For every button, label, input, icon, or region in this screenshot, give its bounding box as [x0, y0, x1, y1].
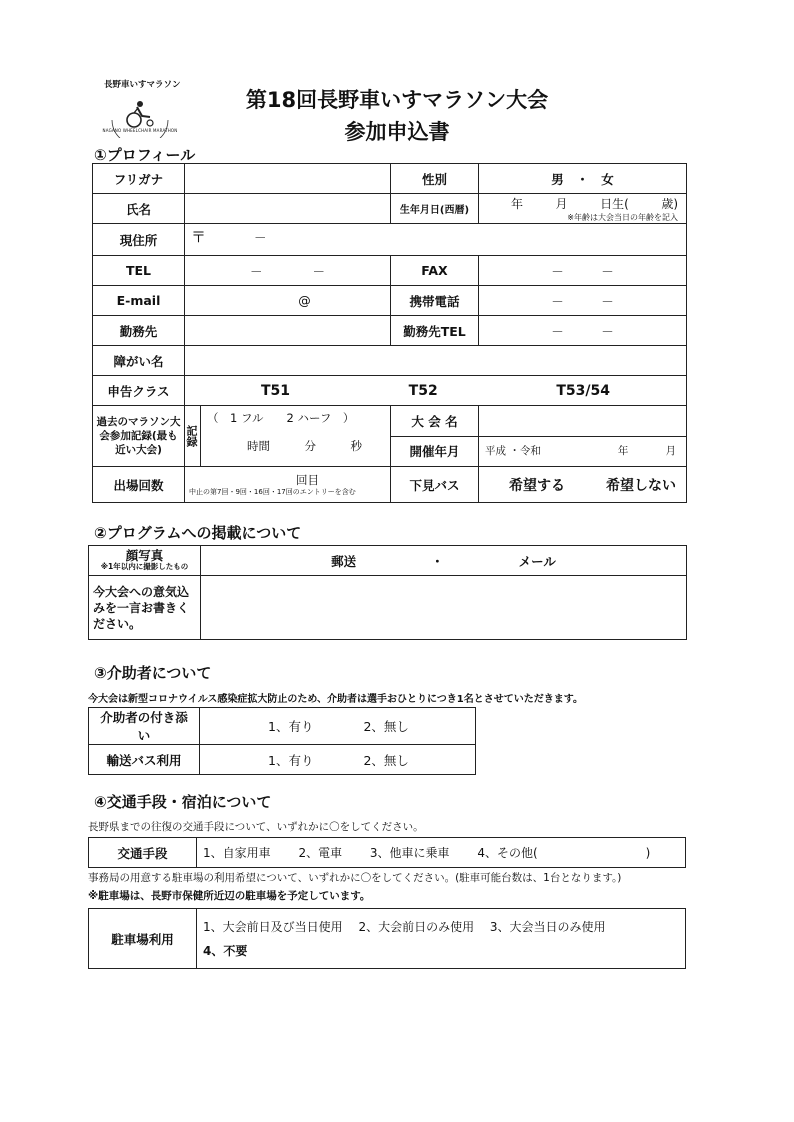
event-labels [391, 406, 479, 467]
photo-label: 顔写真 [125, 548, 164, 563]
email-field[interactable]: @ [185, 286, 391, 316]
event-era[interactable]: 平成 ・令和 [485, 444, 541, 457]
assistant-options[interactable]: 1、有り 2、無し [200, 708, 476, 745]
email-label: E-mail [93, 286, 185, 316]
birth-year: 年 [511, 196, 524, 211]
work-field[interactable] [185, 316, 391, 346]
record-label: 記録 [185, 406, 201, 466]
preview-want[interactable]: 希望する [509, 477, 565, 494]
address-field[interactable] [185, 224, 687, 256]
past-record-field[interactable] [185, 406, 391, 467]
mobile-field[interactable]: － － [479, 286, 687, 316]
event-year: 年 [617, 444, 629, 457]
transport-options[interactable]: 1、自家用車 2、電車 3、他車に乗車 4、その他( ) [197, 838, 686, 868]
class-t52[interactable]: T52 [408, 382, 438, 399]
event-name-field[interactable] [479, 407, 686, 437]
page-title: 第18回長野車いすマラソン大会 [245, 88, 549, 112]
section2-heading: ②プログラムへの掲載について [94, 524, 302, 542]
work-tel-label: 勤務先TEL [391, 316, 479, 346]
birth-day: 日生( [600, 196, 629, 211]
parking-table [88, 908, 686, 969]
transport-label: 交通手段 [89, 838, 197, 868]
logo-text: 長野車いすマラソン [104, 80, 181, 90]
birth-field[interactable] [479, 194, 687, 224]
address-label: 現住所 [93, 224, 185, 256]
postal-mark: 〒 [191, 228, 207, 246]
record-time[interactable]: 時間 分 秒 [247, 439, 362, 453]
photo-note: ※1年以内に撮影したもの [100, 562, 189, 571]
section4-note2: 事務局の用意する駐車場の利用希望について、いずれかに〇をしてください。(駐車可能台数は、1台となります。) [88, 872, 622, 884]
page-subtitle: 参加申込書 [344, 120, 450, 144]
bus-label: 輸送バス利用 [89, 745, 200, 775]
class-t51[interactable]: T51 [261, 382, 291, 399]
birth-note: ※年齢は大会当日の年齢を記入 [567, 212, 678, 222]
disability-label: 障がい名 [93, 346, 185, 376]
assistant-label: 介助者の付き添い [89, 708, 200, 745]
furigana-label: フリガナ [93, 164, 185, 194]
sex-options[interactable]: 男 ・ 女 [479, 164, 687, 194]
logo-ring-text: NAGANO WHEELCHAIR MARATHON [102, 128, 178, 133]
sex-label: 性別 [391, 164, 479, 194]
section3-heading: ③介助者について [94, 664, 212, 682]
appearances-field[interactable] [185, 467, 391, 503]
bus-options[interactable]: 1、有り 2、無し [200, 745, 476, 775]
birth-month: 月 [555, 196, 568, 211]
photo-label-cell [89, 546, 201, 576]
work-tel-field[interactable]: － － [479, 316, 687, 346]
tel-label: TEL [93, 256, 185, 286]
section3-note: 今大会は新型コロナウイルス感染症拡大防止のため、介助者は選手おひとりにつき1名とさせていただきます。 [88, 694, 583, 705]
photo-methods[interactable]: 郵送 ・ メール [201, 546, 687, 576]
fax-field[interactable]: － － [479, 256, 687, 286]
name-label: 氏名 [93, 194, 185, 224]
tel-field[interactable]: － － [185, 256, 391, 286]
parking-line2[interactable]: 4、不要 [203, 944, 248, 958]
birth-label: 生年月日(西暦) [391, 194, 479, 224]
section1-heading: ①プロフィール [94, 146, 196, 164]
event-date-label: 開催年月 [409, 443, 460, 459]
event-month: 月 [665, 444, 676, 457]
name-field[interactable] [185, 194, 391, 224]
appearances-unit: 回目 [296, 473, 319, 487]
preview-bus-options[interactable] [479, 467, 687, 503]
disability-field[interactable] [185, 346, 687, 376]
fax-label: FAX [391, 256, 479, 286]
birth-age: 歳) [661, 196, 678, 211]
past-record-label: 過去のマラソン大会参加記録(最も近い大会) [93, 406, 185, 467]
class-options[interactable] [185, 376, 687, 406]
parking-line1[interactable]: 1、大会前日及び当日使用 2、大会前日のみ使用 3、大会当日のみ使用 [203, 920, 606, 934]
assistant-table [88, 707, 476, 775]
comment-label: 今大会への意気込みを一言お書きください。 [89, 576, 201, 640]
profile-table [92, 163, 687, 503]
appearances-label: 出場回数 [93, 467, 185, 503]
class-t53-54[interactable]: T53/54 [556, 382, 610, 399]
parking-options[interactable] [197, 909, 686, 969]
postal-dash: － [254, 230, 267, 245]
parking-label: 駐車場利用 [89, 909, 197, 969]
event-name-label: 大 会 名 [391, 407, 478, 437]
preview-bus-label: 下見バス [391, 467, 479, 503]
comment-field[interactable] [201, 576, 687, 640]
mobile-label: 携帯電話 [391, 286, 479, 316]
program-table [88, 545, 687, 640]
work-label: 勤務先 [93, 316, 185, 346]
preview-not-want[interactable]: 希望しない [606, 477, 676, 494]
furigana-field[interactable] [185, 164, 391, 194]
event-fields[interactable] [479, 406, 687, 467]
record-options[interactable]: （ 1 フル 2 ハーフ ） [207, 411, 355, 425]
appearances-note: 中止の第7回・9回・16回・17回のエントリーを含む [189, 488, 356, 496]
class-label: 申告クラス [93, 376, 185, 406]
transport-table [88, 837, 686, 868]
section4-heading: ④交通手段・宿泊について [94, 793, 272, 811]
section4-note1: 長野県までの往復の交通手段について、いずれかに〇をしてください。 [88, 821, 424, 833]
section4-note3: ※駐車場は、長野市保健所近辺の駐車場を予定しています。 [88, 890, 371, 902]
